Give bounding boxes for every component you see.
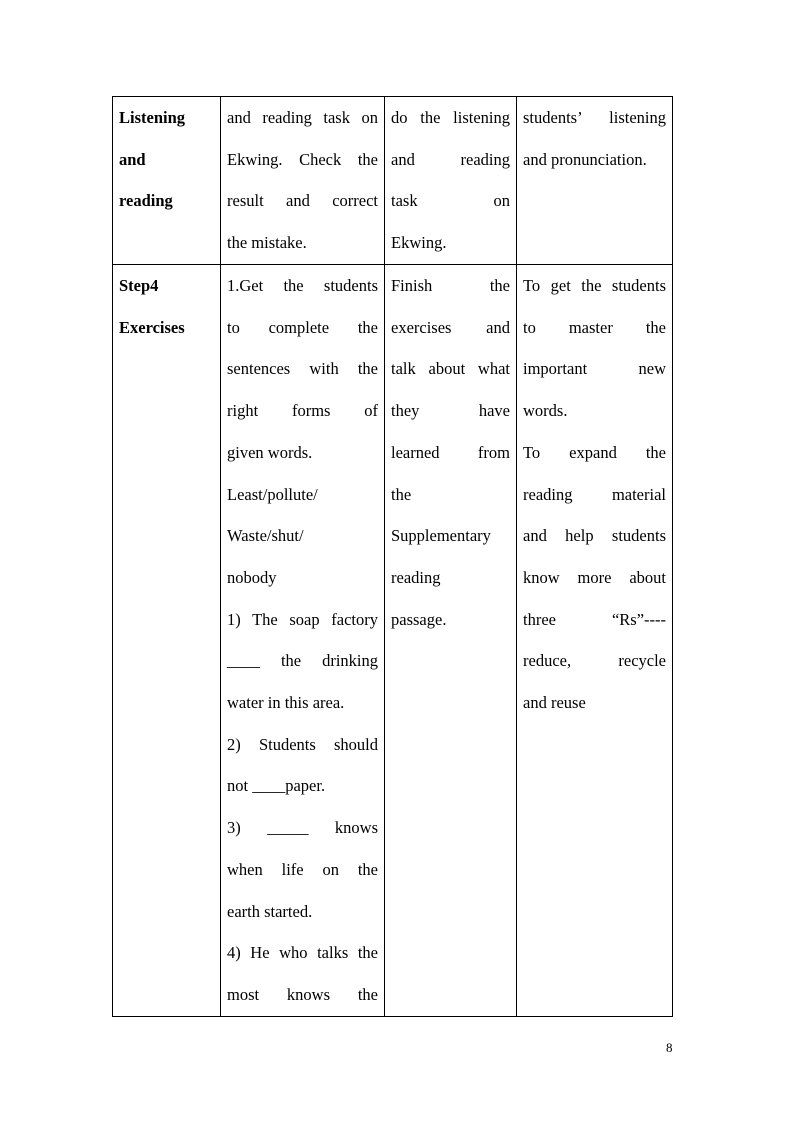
- cell-line: reading: [119, 191, 173, 211]
- cell-line: earth started.: [227, 901, 313, 921]
- cell-line: 4) He who talks the: [227, 943, 378, 963]
- cell-line: three “Rs”----: [523, 609, 666, 629]
- cell-line: words.: [523, 401, 568, 421]
- cell-line: reading material: [523, 484, 666, 504]
- cell-line: and reuse: [523, 693, 586, 713]
- cell-line: Ekwing.: [391, 233, 447, 253]
- cell-line: and pronunciation.: [523, 149, 647, 169]
- cell-line: most knows the: [227, 984, 378, 1004]
- cell-line: important new: [523, 359, 666, 379]
- lesson-plan-table: [112, 96, 673, 1017]
- cell-line: To get the students: [523, 276, 666, 295]
- cell-line: know more about: [523, 567, 666, 587]
- cell-line: passage.: [391, 609, 447, 629]
- cell-line: Supplementary: [391, 526, 491, 546]
- table-row-listening-reading: [113, 97, 673, 265]
- cell-line: Listening: [119, 108, 186, 127]
- cell-line: not ____paper.: [227, 776, 326, 796]
- cell-line: ____ the drinking: [227, 651, 378, 671]
- cell-line: and: [119, 149, 146, 169]
- cell-line: sentences with the: [227, 359, 378, 379]
- table-row-step4-exercises: [113, 265, 673, 1017]
- stage-cell: [113, 97, 221, 265]
- cell-line: to master the: [523, 317, 666, 337]
- cell-line: Waste/shut/: [227, 526, 304, 546]
- cell-line: and reading: [391, 149, 510, 169]
- cell-line: exercises and: [391, 317, 510, 337]
- cell-line: reading: [391, 567, 441, 587]
- cell-line: Step4: [119, 276, 159, 295]
- cell-line: students’ listening: [523, 108, 666, 127]
- cell-line: water in this area.: [227, 693, 345, 713]
- teacher-activity-cell: [221, 265, 385, 1017]
- page-number: 8: [666, 1040, 673, 1055]
- student-activity-cell: [385, 97, 517, 265]
- cell-line: task on: [391, 191, 510, 211]
- cell-line: 2) Students should: [227, 734, 378, 754]
- cell-line: 1.Get the students: [227, 276, 378, 295]
- cell-line: 1) The soap factory: [227, 609, 378, 629]
- purpose-cell: [517, 265, 673, 1017]
- cell-line: To expand the: [523, 442, 666, 462]
- cell-line: reduce, recycle: [523, 651, 666, 671]
- cell-line: 3) _____ knows: [227, 818, 378, 838]
- cell-line: the: [391, 484, 412, 504]
- cell-line: and reading task on: [227, 108, 378, 127]
- stage-cell: [113, 265, 221, 1017]
- cell-line: learned from: [391, 442, 510, 462]
- cell-line: they have: [391, 401, 510, 421]
- purpose-cell: [517, 97, 673, 265]
- cell-line: given words.: [227, 442, 313, 462]
- cell-line: nobody: [227, 567, 277, 587]
- cell-line: right forms of: [227, 401, 378, 421]
- cell-line: Least/pollute/: [227, 484, 318, 504]
- cell-line: talk about what: [391, 359, 510, 379]
- cell-line: Finish the: [391, 276, 510, 295]
- teacher-activity-cell: [221, 97, 385, 265]
- cell-line: when life on the: [227, 859, 378, 879]
- cell-line: the mistake.: [227, 233, 307, 253]
- cell-line: Ekwing. Check the: [227, 149, 378, 169]
- cell-line: to complete the: [227, 317, 378, 337]
- student-activity-cell: [385, 265, 517, 1017]
- cell-line: result and correct: [227, 191, 378, 211]
- cell-line: do the listening: [391, 108, 510, 127]
- cell-line: and help students: [523, 526, 666, 546]
- cell-line: Exercises: [119, 317, 185, 337]
